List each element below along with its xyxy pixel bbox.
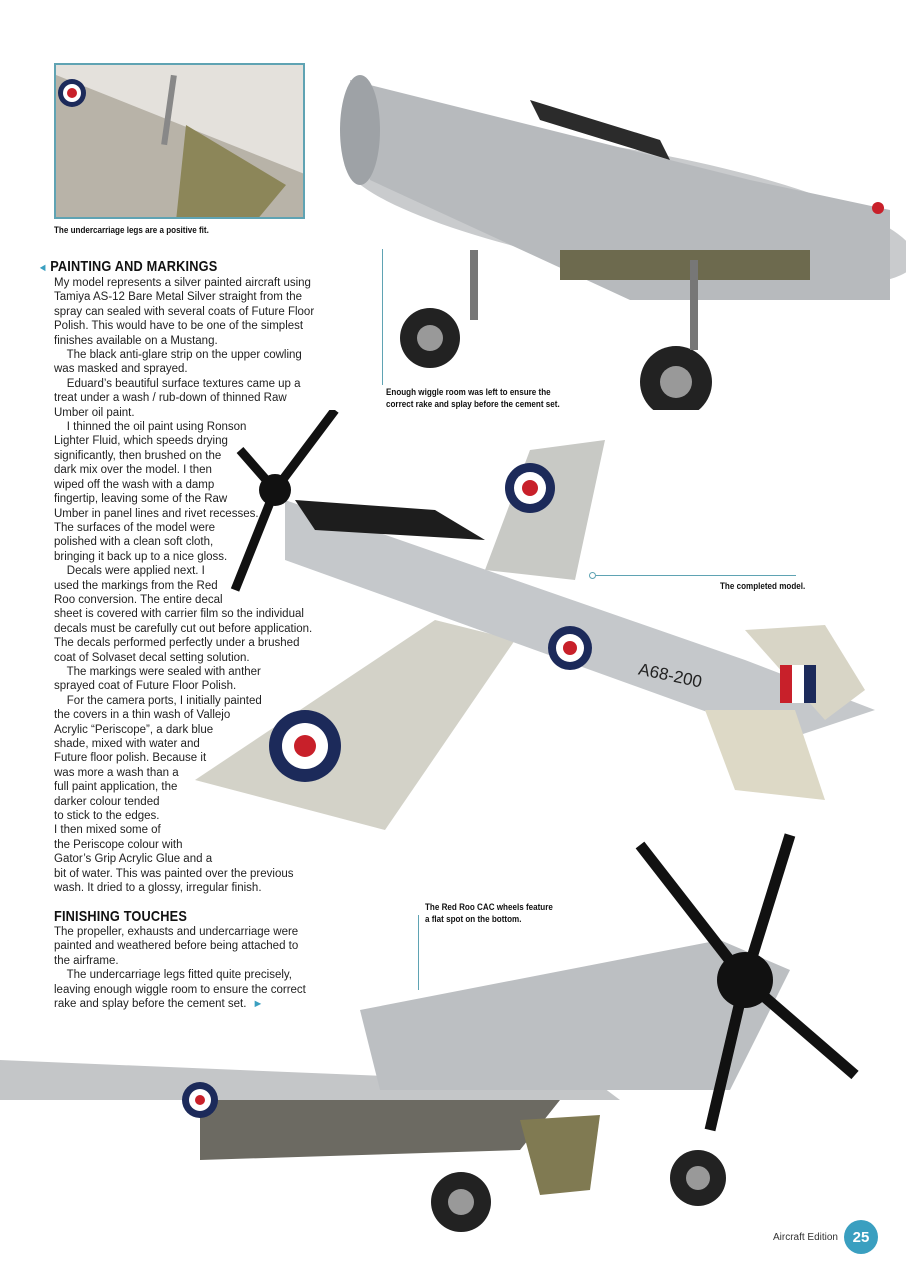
text-line: My model represents a silver painted aircraft using xyxy=(54,277,311,289)
text-line: Gator’s Grip Acrylic Glue and a xyxy=(54,853,213,866)
text-line: Umber in panel lines and rivet recesses. xyxy=(54,507,259,520)
text-line: wiped off the wash with a damp xyxy=(54,478,215,491)
edition-label: Aircraft Edition xyxy=(772,1231,838,1243)
text-line: The black anti-glare strip on the upper cowling xyxy=(54,349,302,362)
text-line: Decals were applied next. I xyxy=(54,565,205,578)
section-heading-finishing: FINISHING TOUCHES xyxy=(54,908,188,925)
text-line: used the markings from the Red xyxy=(54,579,218,592)
text-line: I thinned the oil paint using Ronson xyxy=(54,421,247,434)
heading-text: PAINTING AND MARKINGS xyxy=(50,258,218,275)
text-line: shade, mixed with water and xyxy=(54,738,200,750)
caption-line: Enough wiggle room was left to ensure the xyxy=(386,387,551,398)
caption-line: a flat spot on the bottom. xyxy=(425,914,522,925)
finishing-body-text xyxy=(54,925,306,1011)
text-line: treat under a wash / rub-down of thinned Raw xyxy=(54,392,287,405)
undercarriage-photo xyxy=(54,63,305,219)
text-line: bringing it back up to a nice gloss. xyxy=(54,550,228,563)
wheels-caption xyxy=(425,902,553,926)
text-line: Eduard’s beautiful surface textures came up a xyxy=(54,377,301,390)
wiggle-caption xyxy=(386,387,560,411)
text-line: The propeller, exhausts and undercarriage were xyxy=(54,926,299,938)
text-line: I then mixed some of xyxy=(54,824,161,837)
text-line: spray can sealed with several coats of Future Floor xyxy=(54,305,315,318)
text-line: Tamiya AS-12 Bare Metal Silver straight from the xyxy=(54,291,302,304)
text-line: fingertip, leaving some of the Raw xyxy=(54,493,228,506)
text-line: painted and weathered before being attached to xyxy=(54,940,299,953)
caption-leader-line xyxy=(596,575,796,576)
painting-body-text xyxy=(54,276,314,895)
text-line: Lighter Fluid, which speeds drying xyxy=(54,435,228,448)
text-line: rake and splay before the cement set. ► xyxy=(54,998,264,1011)
text-line: sprayed coat of Future Floor Polish. xyxy=(54,680,237,693)
text-line: the airframe. xyxy=(54,954,119,967)
text-line: The markings were sealed with anther xyxy=(54,665,261,678)
text-line: finishes available on a Mustang. xyxy=(54,334,218,347)
text-line: Acrylic “Periscope”, a dark blue xyxy=(54,723,214,736)
arrow-left-icon: ◄ xyxy=(38,262,51,274)
text-line: was more a wash than a xyxy=(54,766,179,779)
text-line: darker colour tended xyxy=(54,795,160,808)
text-line: the Periscope colour with xyxy=(54,838,183,851)
text-line: Roo conversion. The entire decal xyxy=(54,593,223,606)
caption-line: correct rake and splay before the cement set. xyxy=(386,399,560,410)
page-number: 25 xyxy=(844,1220,878,1254)
section-heading-painting xyxy=(38,258,217,275)
text-line: the covers in a thin wash of Vallejo xyxy=(54,709,231,722)
text-line: The surfaces of the model were xyxy=(54,521,216,534)
text-line: The undercarriage legs fitted quite precisely, xyxy=(54,969,293,982)
aircraft-serial: A68-200 xyxy=(636,659,704,692)
caption-leader-line xyxy=(382,249,383,385)
text-line: was masked and sprayed. xyxy=(54,363,188,376)
text-line: wash. It dried to a glossy, irregular finish. xyxy=(54,882,262,895)
caption-line: The Red Roo CAC wheels feature xyxy=(425,902,553,913)
text-line: Future floor polish. Because it xyxy=(54,752,207,765)
caption-leader-line xyxy=(418,915,419,990)
text-line: sheet is covered with carrier film so the individual xyxy=(54,608,304,621)
text-line: leaving enough wiggle room to ensure the correct xyxy=(54,983,306,996)
text-line: bit of water. This was painted over the previous xyxy=(54,867,294,880)
text-line: dark mix over the model. I then xyxy=(54,464,212,477)
arrow-right-icon: ► xyxy=(246,998,264,1011)
caption-leader-dot xyxy=(589,572,596,579)
text-line: coat of Solvaset decal setting solution. xyxy=(54,651,250,664)
text-line: polished with a clean soft cloth, xyxy=(54,536,214,549)
front-view-photo xyxy=(330,60,906,410)
text-line: The decals performed perfectly under a brushed xyxy=(54,637,300,650)
text-line: Umber oil paint. xyxy=(54,406,135,419)
text-line: For the camera ports, I initially painted xyxy=(54,694,262,707)
text-line: full paint application, the xyxy=(54,781,178,794)
page-footer xyxy=(773,1220,878,1254)
completed-caption: The completed model. xyxy=(720,581,806,592)
inset-caption: The undercarriage legs are a positive fit. xyxy=(54,225,209,236)
text-line: to stick to the edges. xyxy=(54,810,160,823)
text-line: Polish. This would have to be one of the simplest xyxy=(54,320,304,333)
text-line: decals must be carefully cut out before application. xyxy=(54,622,313,635)
text-line: significantly, then brushed on the xyxy=(54,449,222,462)
